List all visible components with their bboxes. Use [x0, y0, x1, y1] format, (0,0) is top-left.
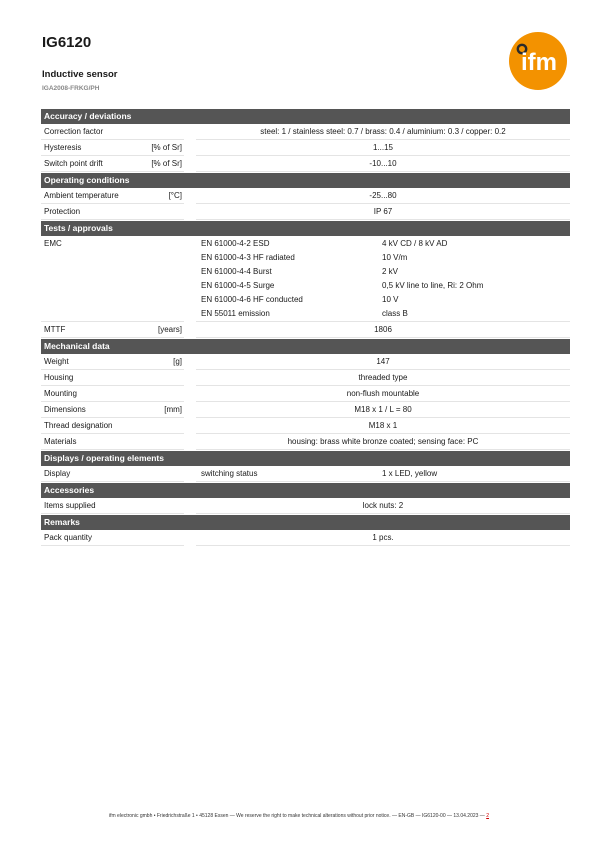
column-gap [184, 370, 196, 386]
spec-label: Mounting [44, 389, 77, 398]
column-gap [184, 124, 196, 140]
spec-label-cell [41, 370, 184, 386]
spec-label-cell [41, 466, 184, 482]
footer-text: ifm electronic gmbh • Friedrichstraße 1 • 45128 Essen — We reserve the right to make technical alterations without prior notice. — EN-GB — IG6120-00 — 13.04.2023 — [109, 813, 485, 819]
spec-row-protection [41, 204, 570, 220]
spec-sub-name: EN 61000-4-5 Surge [201, 281, 275, 290]
spec-value: -25...80 [196, 188, 570, 204]
article-code: IGA2008-FRKG/PH [42, 85, 100, 92]
spec-unit: [mm] [164, 405, 182, 414]
spec-sub-item [196, 279, 570, 293]
logo-text: ifm [521, 49, 557, 76]
spec-label-cell [41, 434, 184, 450]
spec-label: Ambient temperature [44, 191, 119, 200]
spec-sub-item [196, 307, 570, 321]
section-header-displays-operating-elements: Displays / operating elements [41, 451, 570, 466]
spec-label-cell [41, 530, 184, 546]
spec-sub-item [196, 251, 570, 265]
spec-row-switch-point-drift [41, 156, 570, 172]
spec-sub-value: 2 kV [382, 267, 399, 276]
spec-sub-item [196, 237, 570, 251]
spec-label-cell [41, 124, 184, 140]
spec-value: M18 x 1 [196, 418, 570, 434]
spec-row-weight [41, 354, 570, 370]
spec-label-cell [41, 236, 184, 322]
page-number: 2 [486, 813, 489, 819]
column-gap [184, 204, 196, 220]
section-header-operating-conditions: Operating conditions [41, 173, 570, 188]
column-gap [184, 418, 196, 434]
column-gap [184, 386, 196, 402]
spec-value: 147 [196, 354, 570, 370]
spec-label: Switch point drift [44, 159, 103, 168]
spec-row-emc [41, 236, 570, 322]
spec-sub-value: class B [382, 309, 408, 318]
spec-label-cell [41, 156, 184, 172]
spec-sub-value: 10 V [382, 295, 399, 304]
spec-unit: [% of Sr] [151, 143, 182, 152]
spec-row-materials [41, 434, 570, 450]
spec-sub-name: switching status [201, 469, 258, 478]
section-header-mechanical-data: Mechanical data [41, 339, 570, 354]
spec-label-cell [41, 418, 184, 434]
spec-label: Pack quantity [44, 533, 93, 542]
page-footer [0, 813, 598, 819]
spec-row-thread-designation [41, 418, 570, 434]
spec-label-cell [41, 402, 184, 418]
section-header-remarks: Remarks [41, 515, 570, 530]
spec-label: Thread designation [44, 421, 113, 430]
spec-value: M18 x 1 / L = 80 [196, 402, 570, 418]
spec-row-housing [41, 370, 570, 386]
column-gap [184, 530, 196, 546]
spec-value: lock nuts: 2 [196, 498, 570, 514]
spec-row-ambient-temperature [41, 188, 570, 204]
spec-value: 1...15 [196, 140, 570, 156]
spec-row-mounting [41, 386, 570, 402]
spec-value: 1 pcs. [196, 530, 570, 546]
column-gap [184, 322, 196, 338]
spec-sub-name: EN 61000-4-3 HF radiated [201, 253, 295, 262]
spec-label: Housing [44, 373, 74, 382]
spec-label: Display [44, 469, 71, 478]
ifm-logo [509, 32, 567, 90]
spec-unit: [% of Sr] [151, 159, 182, 168]
spec-label-cell [41, 386, 184, 402]
spec-sub-value: 4 kV CD / 8 kV AD [382, 239, 448, 248]
spec-label: Correction factor [44, 127, 104, 136]
spec-sub-value: 10 V/m [382, 253, 408, 262]
spec-label: EMC [44, 239, 62, 248]
spec-sub-item [196, 467, 570, 481]
column-gap [184, 434, 196, 450]
spec-unit: [°C] [168, 191, 182, 200]
spec-label: Weight [44, 357, 69, 366]
specification-table [41, 109, 570, 546]
spec-value: threaded type [196, 370, 570, 386]
spec-label: Items supplied [44, 501, 96, 510]
spec-label: Dimensions [44, 405, 86, 414]
section-header-accuracy-deviations: Accuracy / deviations [41, 109, 570, 124]
column-gap [184, 188, 196, 204]
spec-unit: [g] [173, 357, 182, 366]
spec-sub-item [196, 265, 570, 279]
product-title: IG6120 [42, 34, 92, 51]
spec-value: non-flush mountable [196, 386, 570, 402]
spec-row-display [41, 466, 570, 482]
product-subtitle: Inductive sensor [42, 69, 118, 80]
spec-row-correction-factor [41, 124, 570, 140]
spec-value: 1806 [196, 322, 570, 338]
column-gap [184, 466, 196, 482]
section-header-tests-approvals: Tests / approvals [41, 221, 570, 236]
spec-label-cell [41, 498, 184, 514]
spec-sub-item [196, 293, 570, 307]
spec-label: MTTF [44, 325, 66, 334]
column-gap [184, 402, 196, 418]
spec-row-mttf [41, 322, 570, 338]
spec-label-cell [41, 140, 184, 156]
spec-value: housing: brass white bronze coated; sensing face: PC [196, 434, 570, 450]
spec-sub-name: EN 61000-4-4 Burst [201, 267, 272, 276]
spec-label: Hysteresis [44, 143, 82, 152]
section-header-accessories: Accessories [41, 483, 570, 498]
spec-row-hysteresis [41, 140, 570, 156]
spec-sub-name: EN 55011 emission [201, 309, 270, 318]
spec-value: -10...10 [196, 156, 570, 172]
spec-row-items-supplied [41, 498, 570, 514]
column-gap [184, 236, 196, 322]
spec-row-pack-quantity [41, 530, 570, 546]
column-gap [184, 156, 196, 172]
spec-label-cell [41, 188, 184, 204]
spec-unit: [years] [157, 325, 182, 334]
spec-sub-value: 0,5 kV line to line, Ri: 2 Ohm [382, 281, 484, 290]
spec-label-cell [41, 354, 184, 370]
spec-sub-name: EN 61000-4-2 ESD [201, 239, 270, 248]
spec-value: steel: 1 / stainless steel: 0.7 / brass: 0.4 / aluminium: 0.3 / copper: 0.2 [196, 124, 570, 140]
spec-sub-name: EN 61000-4-6 HF conducted [201, 295, 303, 304]
spec-label-cell [41, 322, 184, 338]
column-gap [184, 498, 196, 514]
spec-label-cell [41, 204, 184, 220]
spec-sub-value: 1 x LED, yellow [382, 469, 438, 478]
column-gap [184, 354, 196, 370]
spec-value: IP 67 [196, 204, 570, 220]
spec-sub-list [196, 466, 570, 482]
spec-label: Materials [44, 437, 77, 446]
spec-label: Protection [44, 207, 81, 216]
column-gap [184, 140, 196, 156]
spec-row-dimensions [41, 402, 570, 418]
spec-sub-list [196, 236, 570, 322]
